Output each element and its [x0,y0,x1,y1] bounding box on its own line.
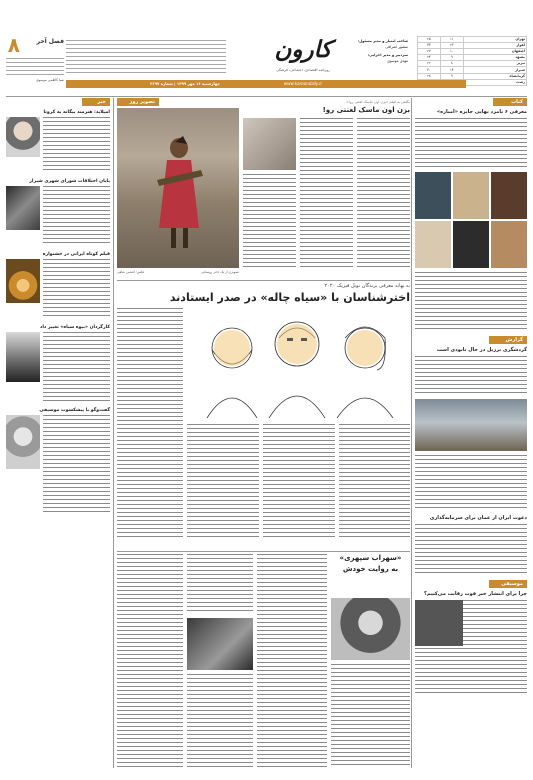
right-column-divider [411,98,412,768]
left-story-5-text [43,415,110,515]
laureates-portrait-illustration [187,308,410,418]
right-column [415,98,527,768]
left-column-divider [113,98,114,768]
nobel-text-col-1 [117,308,183,540]
weather-value: ۱۰ [440,49,463,55]
masthead-divider [6,96,527,97]
sepehri-portrait [331,598,410,660]
center-divider-2 [117,551,410,552]
report-headline: گردشگری برزیل در حال نابودی است [436,347,527,353]
lead-photo [243,118,296,170]
nobel-story [117,283,410,548]
sepehri-text-col-5 [331,664,410,768]
weather-city: رشت [463,79,526,85]
left-story-1 [6,110,110,173]
lead-kicker: نگاهی به فیلم «بزن اون ماسک لعنتی رو!» [346,100,410,104]
sepehri-photo [187,618,253,670]
left-story-2-photo [6,186,40,230]
weather-value: ۲۲ [418,61,441,67]
photo-credit: عکس: افشین شاهی [117,270,145,274]
sepehri-headline-1: «سهراب سپهری» [339,554,402,562]
masthead-logo: کارون [274,36,332,63]
section-tag-report: گزارش [489,336,527,344]
masthead-owner [348,38,408,64]
left-story-3-headline: فیلم کوتاه ایرانی در جشنواره [42,252,110,257]
lead-text-col-3 [243,174,296,268]
website-url[interactable]: www.karoondaily.ir [284,81,322,86]
left-story-4-text [43,332,110,402]
weather-value: ۲۳ [440,43,463,49]
book-text-2 [415,272,527,332]
weather-city: اهواز [463,43,526,49]
sepehri-headline-box [331,554,410,594]
sepehri-text-col-3 [187,674,253,768]
left-story-1-photo [6,117,40,157]
sepehri-text-col-4 [257,554,327,768]
book-text-1 [415,118,527,168]
music-photo [415,600,463,646]
sepehri-text-col-1 [117,554,183,768]
sepehri-headline-2: به روایت خودش [342,565,399,573]
weather-value: ۲۴ [418,55,441,61]
weather-value: ۹ [440,73,463,79]
masthead [0,30,533,95]
weather-city: شیراز [463,67,526,73]
left-story-4-headline: کارگردان «بیوه سیاه» تغییر داد [40,325,110,330]
report-photo [415,399,527,451]
center-divider-1 [117,280,410,281]
nobel-text-col-3 [263,424,335,540]
sepehri-text-col-2 [187,554,253,614]
sepehri-story [117,554,410,768]
lead-headline: بزن اون ماسک لعنتی رو! [322,106,410,114]
girl-figure-illustration [117,108,239,268]
book-covers [415,172,527,268]
nobel-text-col-4 [339,424,410,540]
weather-value: ۳۰ [418,67,441,73]
left-story-2-headline: پایان اختلافات شورای شهری شیراز [29,179,110,184]
book-cover [415,221,451,268]
section-tag-music: موسیقی [489,580,527,588]
book-cover [491,221,527,268]
invite-headline: دعوت ایران از عمان برای سرمایه‌گذاری [429,515,527,521]
left-story-5 [6,408,110,515]
left-story-1-text [43,117,110,173]
left-story-2 [6,179,110,246]
book-cover [453,221,489,268]
photo-caption [117,270,239,274]
left-story-3 [6,252,110,319]
photo-of-day [117,108,239,268]
left-story-1-headline: امیلاید: هنرمند بیگانه به کرونا [43,110,110,115]
photo-caption-text: تصویری از یک دختر روستایی [201,270,239,274]
dateline: چهارشنبه ۱۶ مهر ۱۳۹۹ | شماره ۳۶۹۷ [150,81,220,86]
weather-city: کرمانشاه [463,73,526,79]
weather-value: ۸ [440,61,463,67]
section-tag-book: کتاب [493,98,527,106]
weather-value: ۹ [440,55,463,61]
weather-value: ۲۸ [418,73,441,79]
section-tag-news: خبر [82,98,110,106]
left-story-3-text [43,259,110,319]
nobel-illustration [187,308,410,418]
left-story-4-photo [6,332,40,382]
left-story-2-text [43,186,110,246]
lead-text-col-1 [357,118,410,268]
weather-value: ۴۳ [418,43,441,49]
season-byline: نسا کاظمی موسوی [35,78,64,82]
invite-text [415,524,527,574]
weather-table [417,36,527,86]
season-number: ۸ [7,33,20,57]
chief-label: سردبیر و مدیر اجرایی: [367,53,408,57]
left-column [6,98,110,768]
report-text-2 [415,455,527,511]
season-box [6,34,64,88]
masthead-subtitle: روزنامه اقتصادی، اجتماعی، فرهنگی [276,68,330,72]
weather-value: ۱۱ [440,37,463,43]
season-text [6,58,64,76]
weather-value: ۲۵ [418,37,441,43]
book-cover [491,172,527,219]
book-headline: معرفی ۶ نامزد نهایی جایزه «امباره» [436,109,527,115]
weather-city: مشهد [463,55,526,61]
weather-city: تهران [463,37,526,43]
book-cover [415,172,451,219]
nobel-text-col-2 [187,424,259,540]
left-story-5-headline: گفت‌وگو با پیشکسوت موسیقی [39,408,110,413]
nobel-headline: اخترشناسان با «سیاه چاله» در صدر ایستادند [169,291,410,304]
lead-text-col-2 [300,118,353,268]
weather-value: ۲۷ [418,49,441,55]
owner-label: صاحب امتیاز و مدیر مسئول: [357,39,408,43]
weather-value: ۱۴ [440,67,463,73]
music-headline: چرا برای انتشار خبر فوت رقابت می‌کنیم؟ [424,591,527,597]
weather-city: تبریز [463,61,526,67]
nobel-kicker: به بهانه معرفی برندگان نوبل فیزیک ۲۰۲۰ [324,283,410,289]
owner-name: منصور اشرافی [385,45,408,49]
weather-city: اصفهان [463,49,526,55]
left-story-3-photo [6,259,40,303]
book-cover [453,172,489,219]
report-text [415,356,527,396]
season-title: فصل آخر [36,38,64,45]
lead-story [243,100,410,274]
left-story-4 [6,325,110,402]
masthead-address [66,40,226,76]
left-story-5-photo [6,415,40,469]
section-tag-photo: تصویر روز [117,98,159,106]
center-top [117,98,410,276]
chief-name: مهدی موسوی [387,59,408,63]
